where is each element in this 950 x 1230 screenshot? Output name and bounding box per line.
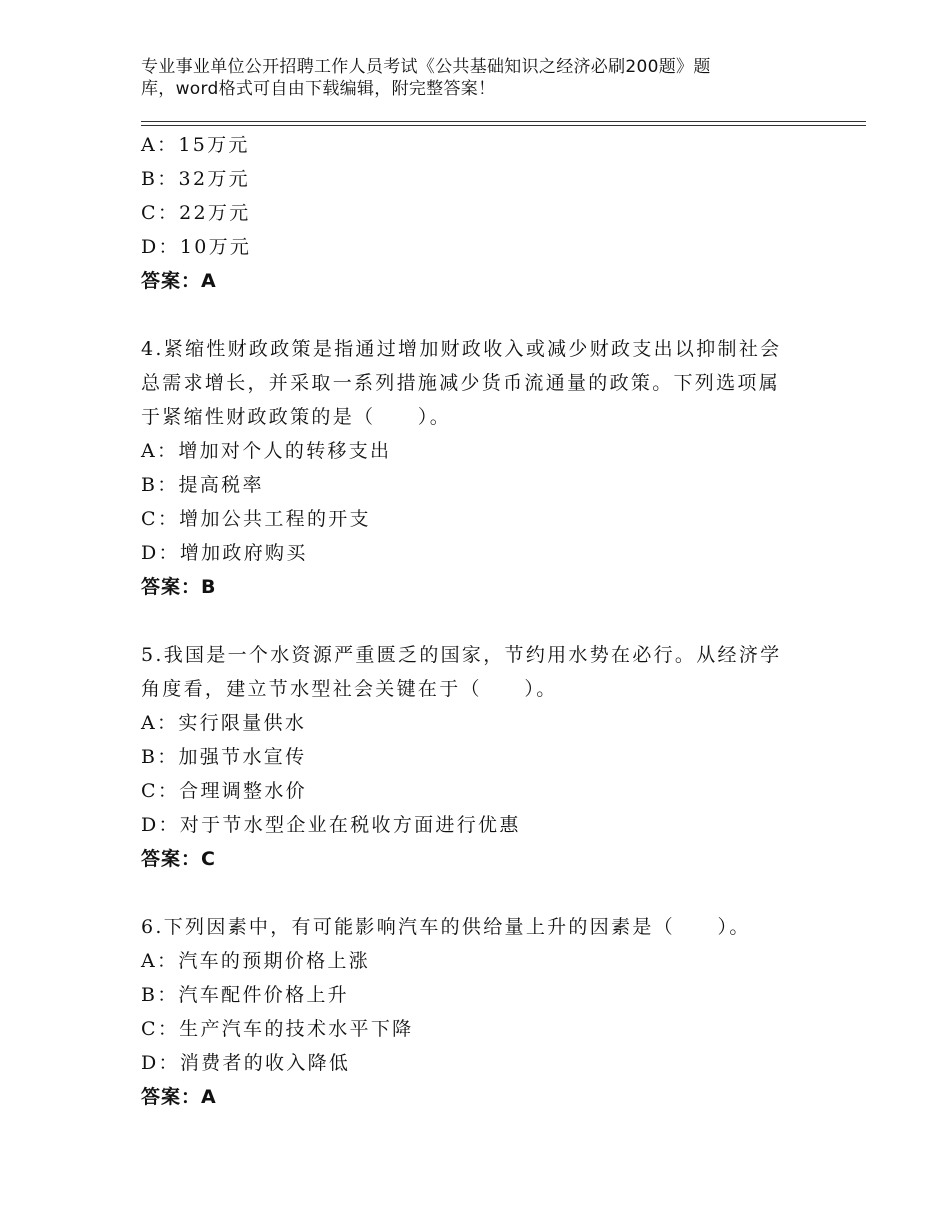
option-a: A：增加对个人的转移支出 bbox=[141, 440, 392, 462]
option-b: B：加强节水宣传 bbox=[141, 746, 307, 768]
spacer bbox=[141, 876, 841, 910]
option-d: D：对于节水型企业在税收方面进行优惠 bbox=[141, 814, 521, 836]
question-stem-line: 4.紧缩性财政政策是指通过增加财政收入或减少财政支出以抑制社会 bbox=[141, 338, 782, 360]
option-b: B：汽车配件价格上升 bbox=[141, 984, 349, 1006]
header-divider-bottom bbox=[141, 125, 866, 126]
option-c: C：生产汽车的技术水平下降 bbox=[141, 1018, 414, 1040]
option-d: D：增加政府购买 bbox=[141, 542, 308, 564]
option-a: A：汽车的预期价格上涨 bbox=[141, 950, 371, 972]
question-content bbox=[141, 128, 841, 1114]
question-6-block bbox=[141, 910, 841, 1114]
answer-label: 答案：A bbox=[141, 270, 217, 292]
option-c: C：22万元 bbox=[141, 202, 251, 224]
option-b: B：提高税率 bbox=[141, 474, 264, 496]
question-stem-line: 5.我国是一个水资源严重匮乏的国家，节约用水势在必行。从经济学 bbox=[141, 644, 782, 666]
option-a: A：15万元 bbox=[141, 134, 250, 156]
spacer bbox=[141, 298, 841, 332]
option-a: A：实行限量供水 bbox=[141, 712, 307, 734]
question-3-block bbox=[141, 128, 841, 298]
option-b: B：32万元 bbox=[141, 168, 250, 190]
option-c: C：增加公共工程的开支 bbox=[141, 508, 371, 530]
question-stem-line: 总需求增长，并采取一系列措施减少货币流通量的政策。下列选项属 bbox=[141, 372, 781, 394]
document-header bbox=[141, 56, 781, 100]
question-4-block bbox=[141, 332, 841, 604]
answer-label: 答案：B bbox=[141, 576, 217, 598]
header-line-1: 专业事业单位公开招聘工作人员考试《公共基础知识之经济必刷200题》题 bbox=[141, 57, 711, 77]
question-5-block bbox=[141, 638, 841, 876]
spacer bbox=[141, 604, 841, 638]
question-stem-line: 于紧缩性财政政策的是（ ）。 bbox=[141, 406, 452, 428]
answer-label: 答案：A bbox=[141, 1086, 217, 1108]
option-c: C：合理调整水价 bbox=[141, 780, 307, 802]
header-divider-top bbox=[141, 121, 866, 122]
option-d: D：消费者的收入降低 bbox=[141, 1052, 351, 1074]
question-stem-line: 6.下列因素中，有可能影响汽车的供给量上升的因素是（ ）。 bbox=[141, 916, 751, 938]
answer-label: 答案：C bbox=[141, 848, 216, 870]
option-d: D：10万元 bbox=[141, 236, 252, 258]
header-line-2: 库，word格式可自由下载编辑，附完整答案！ bbox=[141, 79, 496, 99]
question-stem-line: 角度看，建立节水型社会关键在于（ ）。 bbox=[141, 678, 558, 700]
